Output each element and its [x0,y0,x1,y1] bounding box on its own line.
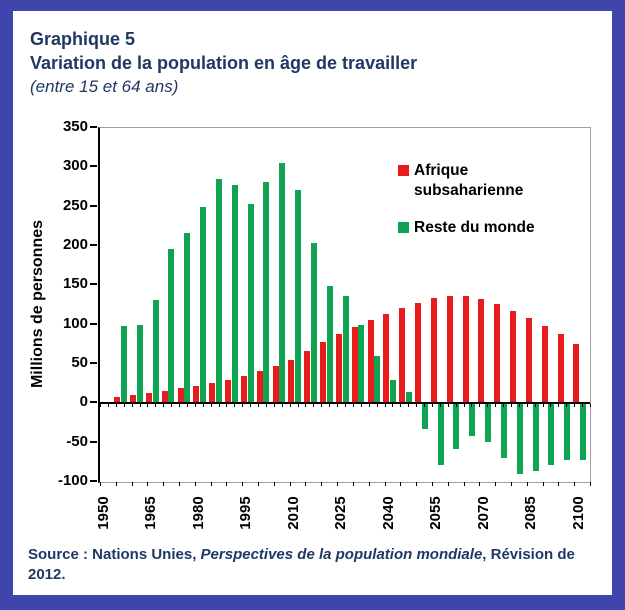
x-axis-minor-tick [440,404,441,407]
x-axis-minor-tick [385,404,386,407]
x-axis-minor-tick [298,404,299,407]
x-axis-minor-tick [274,404,275,407]
bar-afrique-2040 [383,314,389,404]
bar-reste-2005 [279,163,285,404]
bar-reste-2000 [263,182,269,403]
bar-reste-2010 [295,190,301,403]
bar-reste-2035 [374,356,380,403]
x-axis-minor-tick [337,404,338,407]
x-axis-minor-tick [211,404,212,407]
bar-reste-2085 [533,403,539,471]
bar-afrique-1975 [178,388,184,403]
figure-number: Graphique 5 [30,29,136,49]
x-axis-minor-tick [250,404,251,407]
legend-label-reste: Reste du monde [414,219,535,236]
bar-reste-2020 [327,286,333,403]
x-axis-minor-tick [203,404,204,407]
x-tick-label-2025: 2025 [332,496,350,530]
source-title-italic: Perspectives de la population mondiale [200,546,483,563]
x-axis-minor-tick [329,404,330,407]
bar-afrique-2050 [415,303,421,404]
x-axis-minor-tick [195,404,196,407]
x-axis-minor-tick [519,404,520,407]
x-axis-minor-tick [543,404,544,407]
bar-reste-2060 [453,403,459,449]
x-axis-minor-tick [290,404,291,407]
x-axis-minor-tick [282,404,283,407]
x-axis-bottom-tick [274,482,275,486]
bar-afrique-2025 [336,334,342,403]
x-axis-minor-tick [416,404,417,407]
y-tick-label--50: -50 [66,432,88,450]
bar-reste-1960 [137,325,143,404]
x-axis-minor-tick [116,404,117,407]
bar-afrique-1980 [193,386,199,403]
x-tick-label-2100: 2100 [569,496,587,530]
bar-afrique-1995 [241,376,247,404]
y-axis-tick-0 [90,401,97,403]
x-axis-minor-tick [313,404,314,407]
bar-afrique-2030 [352,327,358,403]
bar-afrique-2010 [288,360,294,403]
x-axis-minor-tick [369,404,370,407]
y-tick-label-200: 200 [62,236,88,253]
x-tick-label-1965: 1965 [142,496,160,530]
bar-afrique-2000 [257,371,263,403]
bar-afrique-2045 [399,308,405,403]
x-axis-minor-tick [558,404,559,407]
x-axis-minor-tick [456,404,457,407]
figure-subtitle: (entre 15 et 64 ans) [30,77,179,96]
x-axis-minor-tick [258,404,259,407]
x-axis-minor-tick [432,404,433,407]
y-tick-label-350: 350 [62,118,88,135]
bar-afrique-2055 [431,298,437,403]
bar-reste-1965 [153,300,159,403]
x-axis-minor-tick [424,404,425,407]
bar-reste-2030 [358,325,364,404]
x-axis-bottom-tick [258,482,259,486]
y-axis-tick-300 [90,165,97,167]
bar-reste-1970 [168,249,174,403]
x-axis-minor-tick [361,404,362,407]
x-axis-minor-tick [234,404,235,407]
bar-afrique-2090 [542,326,548,403]
x-axis-minor-tick [171,404,172,407]
x-axis-bottom-tick [464,482,465,486]
bar-afrique-1985 [209,383,215,403]
x-axis-minor-tick [147,404,148,407]
x-tick-label-2055: 2055 [427,496,445,530]
x-axis-minor-tick [353,404,354,407]
x-axis-bottom-tick [179,482,180,486]
x-axis-minor-tick [187,404,188,407]
x-axis-bottom-tick [305,482,306,486]
y-tick-label--100: -100 [57,472,88,489]
bar-afrique-2020 [320,342,326,403]
x-axis-minor-tick [155,404,156,407]
x-axis-bottom-tick [369,482,370,486]
legend-swatch-reste [398,222,409,233]
bar-afrique-2015 [304,351,310,404]
source-suffix: , Révision de 2012. [28,546,575,583]
x-axis-bottom-tick [558,482,559,486]
x-axis-minor-tick [132,404,133,407]
x-axis-minor-tick [471,404,472,407]
bar-afrique-2035 [368,320,374,403]
x-axis-minor-tick [100,404,101,407]
bar-afrique-2060 [447,296,453,404]
bar-reste-2025 [343,296,349,403]
bar-reste-2095 [564,403,570,460]
y-axis-tick-200 [90,244,97,246]
y-tick-label-150: 150 [62,275,88,293]
bar-reste-2040 [390,380,396,404]
x-axis-minor-tick [392,404,393,407]
x-axis-bottom-tick [448,482,449,486]
y-axis-title: Millions de personnes [29,219,46,389]
x-axis-minor-tick [377,404,378,407]
x-tick-label-2085: 2085 [522,496,540,530]
x-axis-minor-tick [574,404,575,407]
legend [398,161,535,255]
x-axis-bottom-tick [353,482,354,486]
legend-item-afrique [398,161,535,201]
bar-reste-1985 [216,179,222,403]
x-tick-label-1950: 1950 [94,496,112,530]
x-axis-minor-tick [408,404,409,407]
bar-reste-1990 [232,185,238,404]
y-tick-label-0: 0 [79,393,88,411]
bar-afrique-2005 [273,366,279,403]
y-axis-tick-150 [90,283,97,285]
x-axis-bottom-tick [400,482,401,486]
x-axis-minor-tick [479,404,480,407]
x-axis-bottom-tick [211,482,212,486]
x-tick-label-1980: 1980 [189,496,207,530]
x-axis-minor-tick [535,404,536,407]
x-axis-minor-tick [345,404,346,407]
bar-reste-1995 [248,204,254,403]
x-axis-minor-tick [495,404,496,407]
bar-reste-1955 [121,326,127,403]
legend-label-afrique [414,161,523,201]
x-axis-bottom-tick [321,482,322,486]
x-axis-minor-tick [179,404,180,407]
y-tick-label-250: 250 [62,196,88,214]
bar-afrique-1990 [225,380,231,404]
bar-afrique-2075 [494,304,500,403]
x-axis-bottom-tick [163,482,164,486]
x-tick-label-1995: 1995 [237,496,255,530]
x-tick-label-2010: 2010 [284,496,302,530]
x-axis-bottom-tick [132,482,133,486]
x-axis-minor-tick [163,404,164,407]
x-axis-bottom-tick [116,482,117,486]
y-axis-tick--100 [90,480,97,482]
bar-afrique-2065 [463,296,469,403]
bar-reste-1980 [200,207,206,404]
y-axis-tick-50 [90,362,97,364]
x-axis-minor-tick [321,404,322,407]
bar-afrique-2080 [510,311,516,403]
x-axis-minor-tick [219,404,220,407]
title-block [30,27,417,98]
bar-reste-2065 [469,403,475,435]
figure-title: Variation de la population en âge de travailler [30,53,418,73]
y-tick-label-50: 50 [71,354,88,371]
bar-afrique-2100 [573,344,579,404]
x-axis-bottom-tick [590,482,591,486]
x-axis-minor-tick [527,404,528,407]
x-axis-minor-tick [550,404,551,407]
x-axis-minor-tick [487,404,488,407]
x-axis-minor-tick [503,404,504,407]
x-axis-minor-tick [566,404,567,407]
bar-reste-2080 [517,403,523,474]
y-tick-label-300: 300 [62,157,88,175]
bar-reste-2075 [501,403,507,458]
x-axis-bottom-tick [543,482,544,486]
source-note [28,545,594,585]
x-tick-label-2040: 2040 [379,496,397,530]
legend-label-afrique-line1: Afrique [414,162,469,179]
x-axis-minor-tick [590,404,591,407]
bar-reste-2090 [548,403,554,465]
x-axis-minor-tick [582,404,583,407]
bar-afrique-2070 [478,299,484,403]
x-axis-bottom-tick [416,482,417,486]
x-axis-minor-tick [140,404,141,407]
legend-item-reste [398,218,535,238]
x-axis-minor-tick [400,404,401,407]
x-axis-minor-tick [448,404,449,407]
bar-reste-1975 [184,233,190,403]
bar-afrique-2095 [558,334,564,403]
x-axis-bottom-tick [226,482,227,486]
bar-reste-2015 [311,243,317,403]
x-axis-minor-tick [226,404,227,407]
x-axis-bottom-tick [511,482,512,486]
y-axis-tick-100 [90,323,97,325]
x-axis-minor-tick [124,404,125,407]
y-axis-tick-250 [90,205,97,207]
legend-swatch-afrique [398,165,409,176]
y-axis-tick-350 [90,126,97,128]
x-tick-label-2070: 2070 [474,496,492,530]
y-tick-label-100: 100 [62,314,88,332]
bar-reste-2055 [438,403,444,464]
bar-reste-2100 [580,403,586,460]
x-axis-minor-tick [511,404,512,407]
source-prefix: Source : Nations Unies, [28,546,201,563]
x-axis-bottom-tick [495,482,496,486]
x-axis-minor-tick [108,404,109,407]
x-axis-minor-tick [266,404,267,407]
x-axis-minor-tick [242,404,243,407]
legend-label-afrique-line2: subsaharienne [414,182,524,199]
bar-afrique-2085 [526,318,532,403]
y-axis-tick--50 [90,441,97,443]
x-axis-minor-tick [464,404,465,407]
x-axis-minor-tick [305,404,306,407]
bar-reste-2070 [485,403,491,442]
